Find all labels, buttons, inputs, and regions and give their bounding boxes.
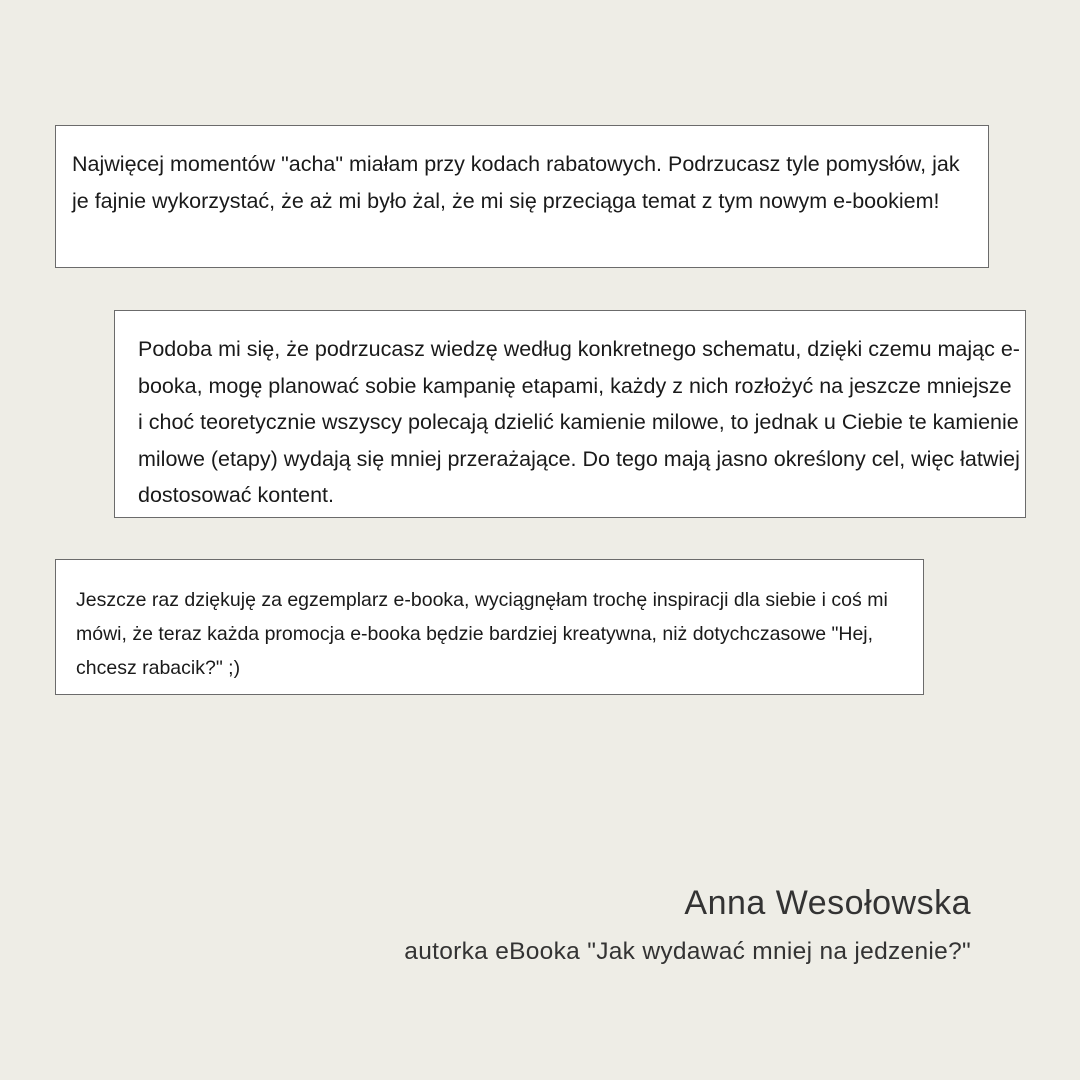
- testimonial-text: Najwięcej momentów "acha" miałam przy kodach rabatowych. Podrzucasz tyle pomysłów, jak je fajnie wykorzystać, że aż mi było żal, że mi się przeciąga temat z tym nowym e-bookiem!: [72, 152, 960, 213]
- testimonial-card-3: [55, 559, 924, 695]
- testimonial-text: Jeszcze raz dziękuję za egzemplarz e-booka, wyciągnęłam trochę inspiracji dla siebie i coś mi mówi, że teraz każda promocja e-booka będzie bardziej kreatywna, niż dotychczasowe "Hej, chcesz rabacik?" ;): [76, 589, 888, 679]
- author-description: autorka eBooka "Jak wydawać mniej na jedzenie?": [404, 938, 971, 965]
- testimonial-card-1: [55, 125, 989, 268]
- testimonial-text: Podoba mi się, że podrzucasz wiedzę według konkretnego schematu, dzięki czemu mając e-booka, mogę planować sobie kampanię etapami, każdy z nich rozłożyć na jeszcze mniejsze i choć teoretycznie wszyscy polecają dzielić kamienie milowe, to jednak u Ciebie te kamienie milowe (etapy) wydają się mniej przerażające. Do tego mają jasno określony cel, więc łatwiej dostosować kontent.: [138, 337, 1020, 507]
- author-name: Anna Wesołowska: [684, 884, 971, 922]
- testimonial-card-2: [114, 310, 1026, 518]
